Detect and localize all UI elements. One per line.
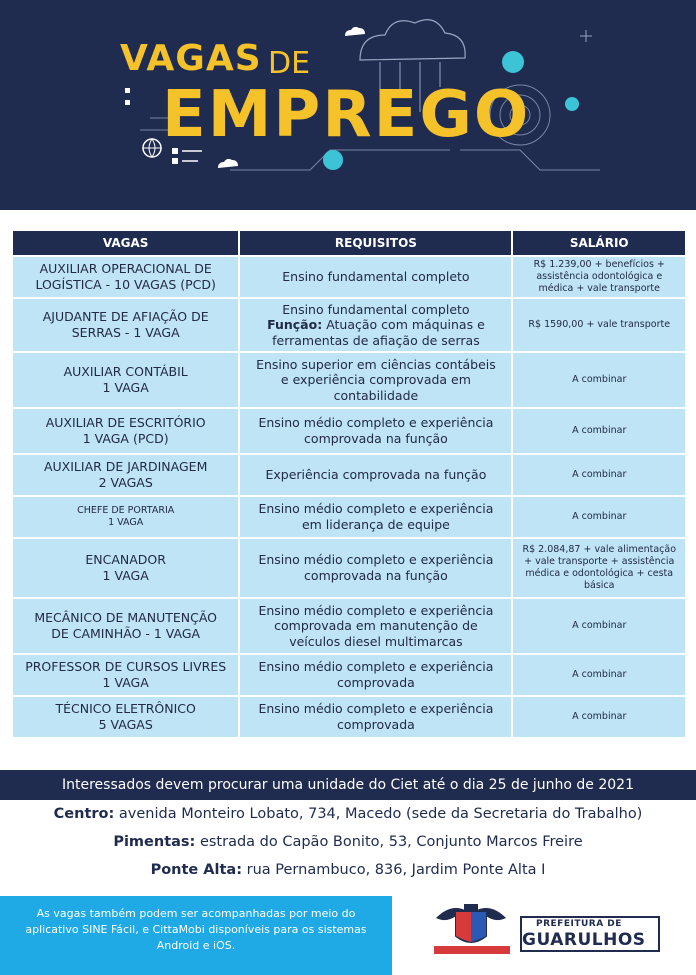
cell-requisitos	[240, 299, 511, 351]
cell-vaga	[13, 257, 238, 297]
table-row	[13, 697, 685, 737]
cell-vaga	[13, 655, 238, 695]
cell-salario	[513, 353, 685, 407]
cell-text-line: Ensino fundamental completo	[282, 301, 470, 317]
table-header-row	[13, 231, 685, 255]
title-vagas: VAGAS	[120, 38, 262, 79]
cell-text-line: SERRAS - 1 VAGA	[71, 325, 180, 340]
header-requisitos: REQUISITOS	[240, 231, 511, 255]
cell-requisitos	[240, 599, 511, 653]
cell-text-line: AUXILIAR DE ESCRITÓRIO	[45, 415, 206, 431]
footer-app-info: As vagas também podem ser acompanhadas por meio do aplicativo SINE Fácil, e CittaMobi disponíveis para os sistemas Android e iOS.	[0, 896, 392, 975]
cell-text-line: ENCANADOR	[85, 552, 166, 568]
address-label: Ponte Alta:	[150, 862, 243, 878]
cell-text-line: A combinar	[572, 469, 627, 481]
cell-salario	[513, 697, 685, 737]
table-row	[13, 455, 685, 495]
table-row	[13, 655, 685, 695]
cell-text-line: AUXILIAR CONTÁBIL	[63, 364, 188, 380]
cell-requisitos	[240, 697, 511, 737]
cell-text-line: Ensino médio completo e experiência	[258, 501, 494, 517]
cell-text-line: 1 VAGA	[102, 568, 149, 583]
deadline-notice: Interessados devem procurar uma unidade do Ciet até o dia 25 de junho de 2021	[0, 770, 696, 800]
cell-text-line: R$ 2.084,87 + vale alimentação	[522, 544, 677, 556]
cell-text-line: 2 VAGAS	[98, 475, 153, 490]
cell-text-line: TÉCNICO ELETRÔNICO	[55, 701, 196, 717]
cell-text-line: CHEFE DE PORTARIA	[77, 505, 175, 517]
table-row	[13, 409, 685, 453]
address-centro	[0, 806, 696, 822]
cell-text-line: R$ 1590,00 + vale transporte	[528, 319, 671, 331]
table-row	[13, 539, 685, 597]
cell-text-line: médica e odontológica + cesta	[525, 568, 674, 579]
cell-text-line: DE CAMINHÃO - 1 VAGA	[51, 626, 201, 641]
funcao-text: Atuação com máquinas e	[326, 317, 485, 333]
cell-requisitos	[240, 539, 511, 597]
address-label: Centro:	[53, 806, 115, 822]
cell-vaga	[13, 539, 238, 597]
cell-salario	[513, 599, 685, 653]
cell-salario	[513, 257, 685, 297]
cloud-icon	[360, 20, 465, 60]
address-text: estrada do Capão Bonito, 53, Conjunto Marcos Freire	[199, 834, 583, 850]
title-emprego: EMPREGO	[162, 78, 531, 152]
cell-text-line: comprovada na função	[304, 431, 448, 446]
funcao-line	[240, 317, 511, 333]
cell-text-line: 1 VAGA	[102, 380, 149, 395]
dot-icon	[565, 97, 579, 111]
cell-text-line: AJUDANTE DE AFIAÇÃO DE	[42, 309, 209, 325]
cell-text-line: médica + vale transporte	[538, 282, 660, 294]
cell-text-line: A combinar	[572, 669, 627, 681]
address-pimentas	[0, 834, 696, 850]
cell-text-line: 1 VAGA	[102, 675, 149, 690]
jobs-table-body	[13, 257, 685, 737]
table-row	[13, 497, 685, 537]
logo-guarulhos: GUARULHOS	[522, 930, 646, 950]
cell-text-line: PROFESSOR DE CURSOS LIVRES	[25, 659, 227, 675]
cell-text-line: 1 VAGA	[108, 517, 144, 528]
title-de: DE	[268, 46, 311, 81]
cell-text-line: + vale transporte + assistência	[524, 556, 675, 568]
cell-text-line: AUXILIAR DE JARDINAGEM	[43, 459, 208, 475]
cell-text-line: comprovada	[337, 675, 415, 690]
address-text: avenida Monteiro Lobato, 734, Macedo (sede da Secretaria do Trabalho)	[118, 806, 643, 822]
cell-vaga	[13, 599, 238, 653]
cell-text-line: comprovada na função	[304, 568, 448, 583]
cell-text-line: contabilidade	[333, 387, 419, 403]
cell-text-line: básica	[583, 579, 615, 591]
dot-icon	[323, 150, 343, 170]
cell-requisitos	[240, 353, 511, 407]
cell-text-line: Ensino médio completo e experiência	[258, 701, 494, 717]
cell-text-line: A combinar	[572, 374, 627, 386]
cell-salario	[513, 409, 685, 453]
cell-text-line: comprovada	[337, 717, 415, 732]
cell-vaga	[13, 353, 238, 407]
logo-prefeitura: PREFEITURA DE	[536, 919, 622, 929]
cell-text-line: R$ 1.239,00 + benefícios +	[533, 259, 665, 271]
header-banner	[0, 0, 696, 210]
cell-requisitos	[240, 497, 511, 537]
table-row	[13, 599, 685, 653]
jobs-table	[11, 229, 687, 739]
cell-text-line: em liderança de equipe	[301, 517, 450, 532]
cell-text-line: veículos diesel multimarcas	[289, 633, 463, 649]
cell-requisitos	[240, 257, 511, 297]
cell-text-line: comprovada em manutenção de	[274, 618, 478, 634]
cell-requisitos	[240, 655, 511, 695]
funcao-label: Função:	[267, 317, 323, 333]
small-cloud-icon	[345, 27, 365, 36]
cell-text-line: 5 VAGAS	[98, 717, 153, 732]
cell-text-line: AUXILIAR OPERACIONAL DE	[39, 261, 212, 277]
cell-text-line: LOGÍSTICA - 10 VAGAS (PCD)	[35, 277, 216, 292]
cell-vaga	[13, 409, 238, 453]
address-label: Pimentas:	[113, 834, 196, 850]
cell-text-line: A combinar	[572, 425, 627, 437]
cell-text-line: 1 VAGA (PCD)	[82, 431, 169, 446]
cell-text-line: A combinar	[572, 711, 627, 723]
cell-text-line: Ensino médio completo e experiência	[258, 602, 494, 618]
address-text: rua Pernambuco, 836, Jardim Ponte Alta I	[246, 862, 546, 878]
dot-icon	[502, 51, 524, 73]
cell-salario	[513, 655, 685, 695]
table-row	[13, 257, 685, 297]
cell-text-line: Experiência comprovada na função	[265, 467, 487, 483]
cell-vaga	[13, 455, 238, 495]
cell-text-line: MECÂNICO DE MANUTENÇÃO	[34, 610, 217, 626]
address-ponte-alta	[0, 862, 696, 878]
cell-salario	[513, 539, 685, 597]
cell-text-line: Ensino superior em ciências contábeis	[256, 356, 496, 372]
cell-text-line: A combinar	[572, 511, 627, 523]
cell-vaga	[13, 697, 238, 737]
cell-requisitos	[240, 455, 511, 495]
header-salario: SALÁRIO	[513, 231, 685, 255]
cell-vaga	[13, 497, 238, 537]
table-row	[13, 353, 685, 407]
cell-salario	[513, 299, 685, 351]
cell-text-line: A combinar	[572, 620, 627, 632]
cell-text-line: e experiência comprovada em	[280, 372, 471, 388]
cell-salario	[513, 497, 685, 537]
header-vagas: VAGAS	[13, 231, 238, 255]
cell-text-line: Ensino médio completo e experiência	[258, 659, 494, 675]
cell-salario	[513, 455, 685, 495]
cell-requisitos	[240, 409, 511, 453]
cell-text-line: Ensino fundamental completo	[282, 269, 470, 285]
small-cloud-icon	[218, 159, 238, 168]
cell-text-line: Ensino médio completo e experiência	[258, 552, 494, 568]
cell-text-line: Ensino médio completo e experiência	[258, 415, 494, 431]
cell-text-line: assistência odontológica e	[536, 271, 663, 283]
cell-vaga	[13, 299, 238, 351]
table-row	[13, 299, 685, 351]
cell-text-line: ferramentas de afiação de serras	[272, 332, 480, 348]
